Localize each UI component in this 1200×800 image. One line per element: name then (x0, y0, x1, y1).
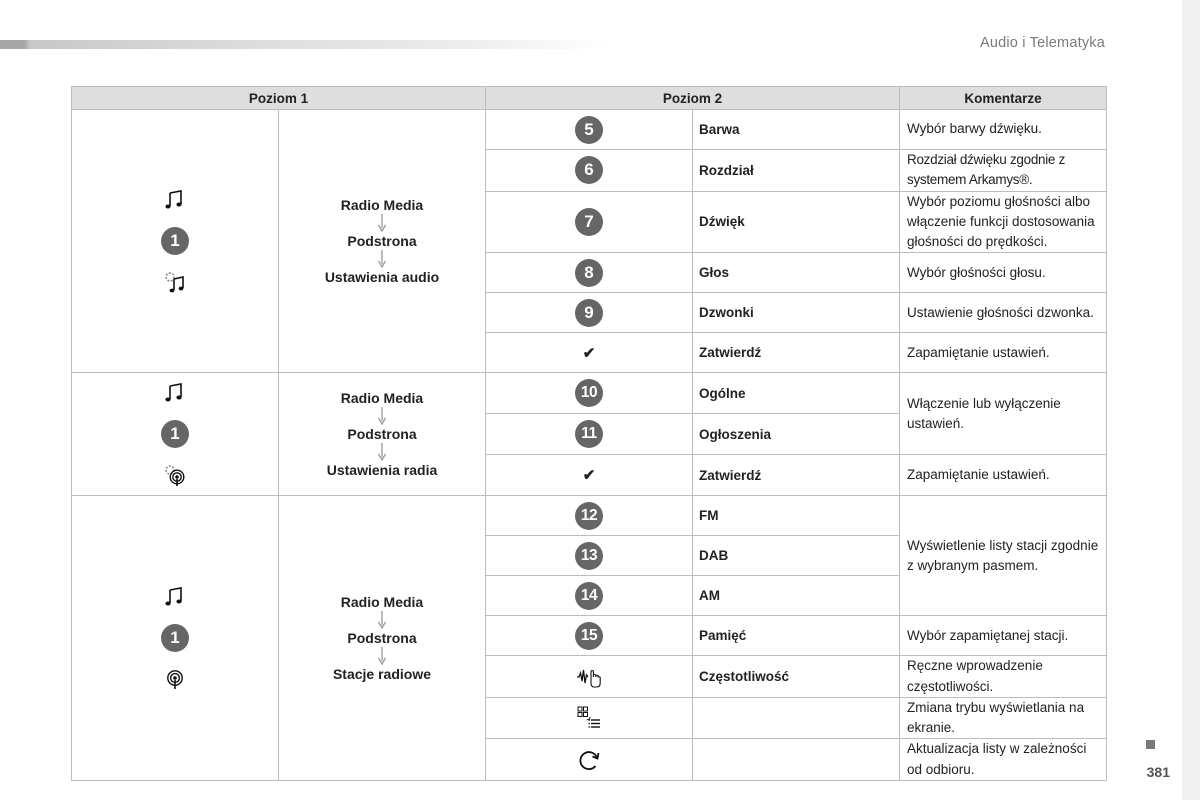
item-comment: Ręczne wprowadzenie częstotliwości. (900, 656, 1107, 698)
level1-icon-cell (72, 373, 279, 496)
music-note-icon (162, 584, 188, 610)
path-step: Radio Media (340, 594, 424, 610)
item-number-cell (486, 414, 693, 455)
page-marker (1146, 740, 1155, 749)
item-comment: Włączenie lub wyłączenie ustawień. (900, 373, 1107, 455)
audio-settings-icon (162, 269, 188, 295)
item-badge: 15 (575, 622, 603, 650)
item-badge: 10 (575, 379, 603, 407)
arrow-down-icon (377, 443, 387, 461)
item-label: Rozdział (693, 150, 900, 192)
item-number-cell (486, 110, 693, 150)
item-badge: 7 (575, 208, 603, 236)
item-label: Ogłoszenia (693, 414, 900, 455)
item-badge: 12 (575, 502, 603, 530)
item-label (693, 697, 900, 739)
step-badge: 1 (161, 624, 189, 652)
item-number-cell (486, 150, 693, 192)
item-comment: Aktualizacja listy w zależności od odbioru. (900, 739, 1107, 781)
page-edge-stripe (1182, 0, 1200, 800)
item-comment: Wybór zapamiętanej stacji. (900, 616, 1107, 656)
arrow-down-icon (377, 611, 387, 629)
item-comment: Zapamiętanie ustawień. (900, 455, 1107, 496)
path-step: Radio Media (340, 197, 424, 214)
display-mode-icon (576, 705, 602, 731)
item-label: DAB (693, 536, 900, 576)
item-comment: Zmiana trybu wyświetlania na ekranie. (900, 697, 1107, 739)
page-header-title: Audio i Telematyka (979, 35, 1105, 51)
table-row (72, 110, 1107, 150)
item-label: Zatwierdź (693, 333, 900, 373)
item-number-cell (486, 191, 693, 253)
item-label: FM (693, 496, 900, 536)
item-label: Zatwierdź (693, 455, 900, 496)
column-header-comments: Komentarze (900, 87, 1107, 110)
item-label: Ogólne (693, 373, 900, 414)
item-badge: 8 (575, 259, 603, 287)
item-number-cell (486, 616, 693, 656)
radio-settings-icon (162, 462, 188, 488)
path-step: Podstrona (347, 233, 417, 250)
item-icon-cell (486, 333, 693, 373)
level1-path-cell (279, 496, 486, 781)
table-row (72, 373, 1107, 414)
page-number: 381 (1146, 764, 1170, 780)
item-badge: 5 (575, 116, 603, 144)
item-icon-cell (486, 697, 693, 739)
item-number-cell (486, 253, 693, 293)
item-icon-cell (486, 739, 693, 781)
item-label: Głos (693, 253, 900, 293)
path-step: Ustawienia radia (326, 462, 438, 479)
path-step: Radio Media (340, 390, 424, 407)
item-label: Dźwięk (693, 191, 900, 253)
item-label: Pamięć (693, 616, 900, 656)
item-comment: Wybór głośności głosu. (900, 253, 1107, 293)
level1-icon-cell (72, 496, 279, 781)
item-badge: 13 (575, 542, 603, 570)
step-badge: 1 (161, 227, 189, 255)
path-step: Podstrona (347, 630, 417, 646)
music-note-icon (162, 380, 188, 406)
level1-path-cell (279, 373, 486, 496)
table-row (72, 496, 1107, 536)
arrow-down-icon (377, 214, 387, 232)
arrow-down-icon (377, 647, 387, 665)
item-comment: Rozdział dźwięku zgodnie z systemem Arkamys®. (900, 150, 1107, 192)
item-number-cell (486, 536, 693, 576)
checkmark-icon: ✔ (582, 467, 596, 485)
item-label: Barwa (693, 110, 900, 150)
item-number-cell (486, 293, 693, 333)
header-gradient-bar (0, 40, 610, 49)
item-number-cell (486, 496, 693, 536)
level1-path-cell (279, 110, 486, 373)
item-comment: Zapamiętanie ustawień. (900, 333, 1107, 373)
item-number-cell (486, 373, 693, 414)
radio-icon (162, 666, 188, 692)
item-comment: Wyświetlenie listy stacji zgodnie z wybranym pasmem. (900, 496, 1107, 616)
table-header-row (72, 87, 1107, 110)
item-icon-cell (486, 455, 693, 496)
item-badge: 9 (575, 299, 603, 327)
path-step: Ustawienia audio (324, 269, 440, 286)
arrow-down-icon (377, 250, 387, 268)
path-step: Stacje radiowe (332, 666, 432, 682)
step-badge: 1 (161, 420, 189, 448)
item-label: AM (693, 576, 900, 616)
column-header-level1: Poziom 1 (72, 87, 486, 110)
column-header-level2: Poziom 2 (486, 87, 900, 110)
item-label (693, 739, 900, 781)
level1-icon-cell (72, 110, 279, 373)
item-comment: Wybór barwy dźwięku. (900, 110, 1107, 150)
music-note-icon (162, 187, 188, 213)
path-step: Podstrona (347, 426, 417, 443)
arrow-down-icon (377, 407, 387, 425)
item-badge: 14 (575, 582, 603, 610)
item-badge: 6 (575, 156, 603, 184)
item-comment: Wybór poziomu głośności albo włączenie funkcji dostosowania głośności do prędkości. (900, 191, 1107, 253)
frequency-hand-icon (576, 664, 602, 690)
refresh-icon (576, 747, 602, 773)
item-comment: Ustawienie głośności dzwonka. (900, 293, 1107, 333)
menu-structure-table (71, 86, 1107, 781)
item-label: Częstotliwość (693, 656, 900, 698)
item-number-cell (486, 576, 693, 616)
item-icon-cell (486, 656, 693, 698)
item-label: Dzwonki (693, 293, 900, 333)
checkmark-icon: ✔ (582, 344, 596, 362)
item-badge: 11 (575, 420, 603, 448)
